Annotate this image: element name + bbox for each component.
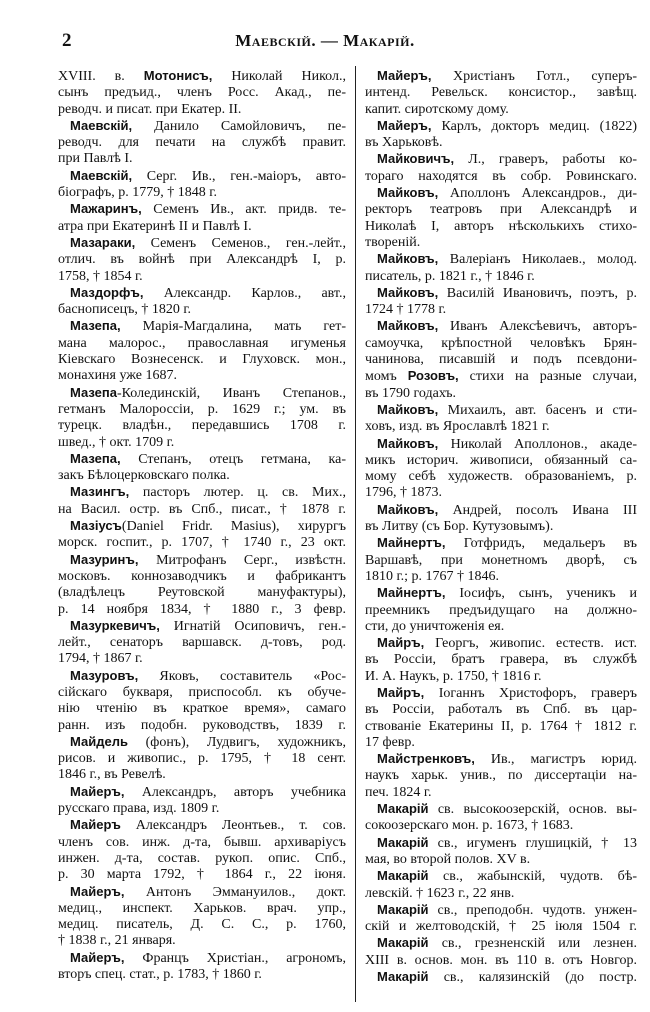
text-line — [58, 151, 346, 167]
line-text: 1724 † 1778 г. — [365, 302, 447, 318]
line-text: 1758, † 1854 г. — [58, 268, 143, 284]
text-line — [365, 336, 637, 352]
line-text: медиц. писатель, Д. С. С., р. 1760, — [58, 917, 346, 933]
text-line — [365, 285, 637, 302]
line-text: р. 30 марта 1792, † 1864 г., 22 іюня. — [58, 867, 346, 883]
headword: Мазіусъ — [70, 518, 122, 534]
line-text: Серг. Ив., ген.-маіоръ, авто- — [132, 168, 346, 184]
text-line — [58, 68, 346, 85]
line-text: пасторъ лютер. ц. св. Мих., — [129, 485, 346, 501]
text-line — [365, 436, 637, 453]
line-text: св., грезненскій или лезнен. — [428, 936, 637, 952]
headword: Макарій — [377, 834, 429, 850]
text-line — [58, 285, 346, 302]
headword: Майеръ, — [377, 117, 432, 133]
text-line — [365, 151, 637, 168]
text-line — [365, 251, 637, 268]
text-line — [58, 651, 346, 667]
line-text: стихи на разные случаи, — [458, 369, 637, 385]
headword: Маздорфъ, — [70, 284, 144, 300]
text-line — [58, 917, 346, 933]
text-line — [365, 368, 637, 385]
line-text: Андрей, посолъ Ивана III — [438, 502, 637, 518]
line-text: Семенъ Ив., акт. придв. те- — [141, 202, 346, 218]
headword: Макарій — [377, 935, 429, 951]
text-line — [58, 602, 346, 618]
line-text: мая, во второй полов. XV в. — [365, 851, 531, 867]
line-text: Степанъ, отецъ гетмана, ка- — [120, 451, 346, 467]
text-line — [58, 235, 346, 252]
text-line — [365, 685, 637, 702]
text-line — [365, 785, 637, 801]
line-text: атра при Екатеринѣ II и Павлѣ I. — [58, 218, 252, 234]
line-text: турецк. владѣн., передавшись 1708 г. — [58, 418, 346, 434]
text-line — [365, 535, 637, 552]
line-text: морск. госпит., р. 1707, † 1740 г., 23 окт. — [58, 535, 346, 551]
line-text: самоучка, крѣпостной человѣкъ Брян- — [365, 335, 637, 351]
line-text: въ Россіи, братъ гравера, въ службѣ — [365, 652, 637, 668]
text-line — [365, 352, 637, 368]
line-text: въ Литву (съ Бор. Кутузовымъ). — [365, 519, 554, 535]
line-text: микъ историч. живописи, обязанный са- — [365, 452, 637, 468]
text-line — [365, 569, 637, 585]
text-line — [365, 102, 637, 118]
headword: Мазуркевичъ, — [70, 617, 160, 633]
line-text: Митрофанъ Серг., извѣстн. — [138, 552, 346, 568]
line-text: ховъ, изд. въ Ярославлѣ 1821 г. — [365, 419, 550, 435]
headword: Майеръ, — [70, 783, 125, 799]
line-text: скій и желтоводскій, † 25 іюля 1504 г. — [365, 919, 637, 935]
headword: Мазараки, — [70, 234, 136, 250]
line-text: Францъ Христіан., агрономъ, — [124, 950, 346, 966]
line-text: 1796, † 1873. — [365, 485, 442, 501]
text-line — [58, 950, 346, 967]
headword: Макарій — [377, 801, 429, 817]
headword: Майковъ, — [377, 501, 439, 517]
line-text: Игнатій Осиповичъ, ген.- — [159, 618, 346, 634]
headword: Майеръ, — [70, 949, 125, 965]
text-line — [58, 967, 346, 983]
text-line — [58, 851, 346, 867]
headword: Майковъ, — [377, 318, 439, 334]
headword: Майковъ, — [377, 251, 439, 267]
text-line — [58, 269, 346, 285]
text-line — [365, 85, 637, 101]
line-text: св. высокоозерскій, основ. вы- — [428, 802, 637, 818]
line-text: Валеріанъ Николаев., молод. — [438, 252, 637, 268]
headword: Майстренковъ, — [377, 751, 475, 767]
text-line — [58, 435, 346, 451]
headword: Макарій — [377, 901, 429, 917]
text-line — [365, 619, 637, 635]
text-line — [58, 884, 346, 901]
headword: Майдель — [70, 733, 128, 749]
headword: Майръ, — [377, 684, 425, 700]
line-text: момъ — [365, 369, 408, 385]
headword: Мазингъ, — [70, 484, 130, 500]
text-line — [365, 603, 637, 619]
text-line — [365, 553, 637, 569]
line-text: р. 14 ноября 1834, † 1880 г., 3 февр. — [58, 601, 346, 617]
line-text: тораго находятся въ собр. Ровинскаго. — [365, 168, 637, 184]
headword: Розовъ, — [407, 368, 459, 384]
line-text: мана малорос., православная игуменья — [58, 335, 346, 351]
line-text: Семенъ Семенов., ген.-лейт., — [135, 235, 346, 251]
text-line — [365, 652, 637, 668]
line-text: Антонъ Эммануилов., докт. — [124, 884, 346, 900]
line-text: московъ. коннозаводчикъ и фабрикантъ — [58, 568, 346, 584]
text-line — [365, 801, 637, 818]
line-text: при Павлѣ I. — [58, 151, 133, 167]
column-divider — [355, 66, 356, 1002]
text-line — [58, 751, 346, 767]
line-text: Іоганнъ Христофоръ, граверъ — [424, 685, 637, 701]
text-line — [365, 68, 637, 85]
text-line — [365, 485, 637, 501]
line-text: И. А. Наукъ, р. 1750, † 1816 г. — [365, 668, 542, 684]
text-line — [365, 635, 637, 652]
line-text: (Daniel Fridr. Masius), хирургъ — [121, 519, 346, 535]
text-line — [58, 801, 346, 817]
headword: Майковъ, — [377, 435, 439, 451]
headword: Майеръ, — [70, 883, 125, 899]
text-line — [365, 852, 637, 868]
headword: Майковъ, — [377, 284, 439, 300]
text-line — [365, 953, 637, 969]
line-text: въ Харьковѣ. — [365, 135, 443, 151]
text-line — [58, 668, 346, 685]
text-line — [58, 318, 346, 335]
text-line — [58, 352, 346, 368]
line-text: инжен. д-та, состав. рукоп. опис. Спб., — [58, 850, 346, 866]
left-column — [58, 68, 346, 983]
headword: Майнертъ, — [377, 535, 446, 551]
text-line — [58, 118, 346, 135]
line-text: Николай Аполлонов., акаде- — [438, 436, 637, 452]
line-text: ранн. изъ подобн. руководствъ, 1839 г. — [58, 717, 346, 733]
headword: Майнертъ, — [377, 585, 446, 601]
text-line — [365, 818, 637, 834]
text-line — [365, 969, 637, 986]
text-line — [58, 867, 346, 883]
text-line — [365, 402, 637, 419]
line-text: русскаго права, изд. 1809 г. — [58, 801, 220, 817]
text-line — [365, 453, 637, 469]
line-text: Василій Ивановичъ, поэтъ, р. — [438, 285, 637, 301]
text-line — [365, 202, 637, 218]
right-column — [365, 68, 637, 986]
text-line — [58, 219, 346, 235]
headword: Макарій — [377, 868, 429, 884]
line-text: 1794, † 1867 г. — [58, 651, 143, 667]
headword: Мазуринъ, — [70, 551, 139, 567]
headword: Майръ, — [377, 635, 425, 651]
text-line — [58, 569, 346, 585]
text-line — [58, 784, 346, 801]
line-text: нію чтенію въ краткое время», самаго — [58, 701, 346, 717]
line-text: закъ Бѣлоцерковскаго полка. — [58, 468, 230, 484]
page-number: 2 — [62, 30, 72, 51]
line-text: біографъ, р. 1779, † 1848 г. — [58, 185, 217, 201]
text-line — [365, 919, 637, 935]
line-text: (владѣлецъ Реутовской мануфактуры), — [58, 585, 346, 601]
text-line — [58, 635, 346, 651]
line-text: 1846 г., въ Ревелѣ. — [58, 767, 166, 783]
text-line — [365, 835, 637, 852]
text-line — [58, 102, 346, 118]
line-text: вторъ спец. стат., р. 1783, † 1860 г. — [58, 967, 262, 983]
text-line — [58, 252, 346, 268]
text-line — [58, 552, 346, 569]
text-line — [58, 336, 346, 352]
text-line — [58, 734, 346, 751]
line-text: рисов. и живопис., р. 1795, † 18 сент. — [58, 751, 346, 767]
line-text: швед., † окт. 1709 г. — [58, 434, 175, 450]
text-line — [365, 735, 637, 751]
line-text: сійскаго букваря, приспособл. къ обуче- — [58, 684, 346, 700]
headword: Мазепа — [70, 384, 117, 400]
line-text: сти, до уничтоженія ея. — [365, 618, 505, 634]
line-text: баснописецъ, † 1820 г. — [58, 302, 192, 318]
line-text: Александръ, авторъ учебника — [124, 784, 346, 800]
text-line — [365, 135, 637, 151]
text-line — [365, 768, 637, 784]
line-text: лейт., сенаторъ варшавск. д-товъ, род. — [58, 635, 346, 651]
text-line — [58, 451, 346, 468]
line-text: Іосифъ, сынъ, ученикъ и — [445, 586, 637, 602]
headword: Майковъ, — [377, 401, 439, 417]
text-line — [365, 935, 637, 952]
line-text: печ. 1824 г. — [365, 784, 432, 800]
line-text: 17 февр. — [365, 734, 415, 750]
text-line — [58, 585, 346, 601]
text-line — [365, 702, 637, 718]
headword: Мажаринъ, — [70, 201, 142, 217]
headword: Майковичъ, — [377, 151, 455, 167]
line-text: Христіанъ Готл., суперъ- — [431, 69, 637, 84]
line-text: Ив., магистръ юрид. — [474, 752, 637, 768]
line-text: мому себѣ художеств. образованіемъ, р. — [365, 469, 637, 485]
line-text: XIII в. основ. мон. въ 110 в. отъ Новгор. — [365, 952, 637, 968]
line-text: Георгъ, живопис. естеств. ист. — [424, 636, 637, 652]
line-text: интенд. Ревельск. консистор., завѣщ. — [365, 85, 637, 101]
line-text: Яковъ, составитель «Рос- — [138, 668, 346, 684]
text-line — [365, 219, 637, 235]
text-line — [58, 418, 346, 434]
line-text: сынъ предъид., членъ Росс. Акад., пе- — [58, 85, 346, 101]
line-text: отлич. въ войнѣ при Александрѣ I, р. — [58, 252, 346, 268]
text-line — [365, 669, 637, 685]
line-text: въ 1790 годахъ. — [365, 385, 457, 401]
line-text: левскій. † 1623 г., 22 янв. — [365, 885, 515, 901]
text-line — [365, 235, 637, 251]
line-text: Аполлонъ Александров., ди- — [438, 186, 637, 202]
text-line — [365, 469, 637, 485]
line-text: гетманъ Малороссіи, р. 1629 г.; ум. въ — [58, 401, 346, 417]
text-line — [58, 201, 346, 218]
text-line — [58, 767, 346, 783]
line-text: наукъ харьк. унив., по диссертаціи на- — [365, 768, 637, 784]
line-text: Александръ Леонтьев., т. сов. — [120, 818, 346, 834]
text-line — [365, 118, 637, 135]
line-text: Готфридъ, медальеръ въ — [445, 536, 637, 552]
line-text: чанинова, писавшій и подъ псевдони- — [365, 352, 637, 368]
line-text: Кіевскаго Вознесенск. и Глуховск. мон., — [58, 352, 346, 368]
text-line — [365, 318, 637, 335]
text-line — [58, 901, 346, 917]
line-text: сокоозерскаго мон. р. 1673, † 1683. — [365, 818, 574, 834]
text-line — [365, 886, 637, 902]
text-line — [365, 719, 637, 735]
line-text: писатель, р. 1821 г., † 1846 г. — [365, 268, 535, 284]
headword: Маевскій, — [70, 167, 133, 183]
line-text: Александр. Карлов., авт., — [143, 285, 346, 301]
line-text: Марія-Магдалина, мать гет- — [120, 319, 346, 335]
text-line — [365, 302, 637, 318]
line-text: членъ сов. инж. д-та, бывш. архиваріусъ — [58, 834, 346, 850]
text-line — [58, 518, 346, 535]
text-line — [58, 468, 346, 484]
line-text: (фонъ), Лудвигъ, художникъ, — [127, 734, 346, 750]
line-text: XVIII. в. — [58, 69, 144, 84]
text-line — [58, 302, 346, 318]
headword: Мазепа, — [70, 318, 121, 334]
text-line — [58, 385, 346, 402]
text-line — [58, 402, 346, 418]
line-text: Николаѣ I, авторъ нѣсколькихъ стихо- — [365, 218, 637, 234]
line-text: ствованіе Екатерины II, р. 1764 † 1812 г. — [365, 718, 637, 734]
text-line — [58, 835, 346, 851]
line-text: Карлъ, докторъ медиц. (1822) — [431, 118, 637, 134]
line-text: преемникъ предъидущаго на должно- — [365, 602, 637, 618]
text-line — [365, 502, 637, 519]
line-text: монахиня уже 1687. — [58, 368, 178, 384]
headword: Маевскій, — [70, 117, 133, 133]
headword: Мазуровъ, — [70, 667, 139, 683]
headword: Майеръ — [70, 817, 121, 833]
line-text: капит. сиротскому дому. — [365, 101, 509, 117]
line-text: Л., граверъ, работы ко- — [454, 152, 637, 168]
line-text: св., жабынскій, чудотв. бѣ- — [428, 869, 637, 885]
headword: Майеръ, — [377, 68, 432, 83]
text-line — [365, 269, 637, 285]
line-text: св., калязинскій (до постр. — [428, 970, 637, 986]
text-line — [365, 185, 637, 202]
line-text: -Колединскій, Иванъ Степанов., — [116, 385, 346, 401]
text-line — [58, 618, 346, 635]
text-line — [58, 502, 346, 518]
text-line — [58, 817, 346, 834]
line-text: на Васил. остр. въ Спб., писат., † 1878 г. — [58, 501, 346, 517]
text-line — [58, 168, 346, 185]
text-line — [365, 419, 637, 435]
text-line — [365, 169, 637, 185]
text-line — [365, 751, 637, 768]
text-line — [58, 85, 346, 101]
text-line — [365, 519, 637, 535]
line-text: Варшавѣ, при монетномъ дворѣ, съ — [365, 552, 637, 568]
headword: Мазепа, — [70, 450, 121, 466]
running-head: Маевскій. — Макарій. — [235, 31, 415, 50]
line-text: реводч. для печати на службѣ правит. — [58, 135, 346, 151]
text-line — [58, 718, 346, 734]
line-text: Иванъ Алексѣевичъ, авторъ- — [438, 319, 637, 335]
text-line — [58, 701, 346, 717]
line-text: св., преподобн. чудотв. унжен- — [428, 902, 637, 918]
line-text: ректоръ театровъ при Александрѣ и — [365, 202, 637, 218]
text-line — [365, 902, 637, 919]
text-line — [58, 685, 346, 701]
text-line — [58, 484, 346, 501]
line-text: 1810 г.; р. 1767 † 1846. — [365, 568, 500, 584]
line-text: въ Россіи, работалъ въ Спб. въ цар- — [365, 702, 637, 718]
headword: Майковъ, — [377, 185, 439, 201]
line-text: Михаилъ, авт. басенъ и сти- — [438, 402, 637, 418]
text-line — [58, 368, 346, 384]
line-text: медиц., инспект. Харьков. врач. упр., — [58, 900, 346, 916]
line-text: твореній. — [365, 234, 421, 250]
text-line — [58, 135, 346, 151]
text-line — [58, 535, 346, 551]
headword: Макарій — [377, 969, 429, 985]
line-text: † 1838 г., 21 января. — [58, 933, 176, 949]
line-text: реводч. и писат. при Екатер. II. — [58, 101, 242, 117]
line-text: Данило Самойловичъ, пе- — [132, 118, 346, 134]
line-text: св., игуменъ глушицкій, † 13 — [428, 835, 637, 851]
headword: Мотонисъ, — [143, 68, 213, 83]
text-line — [365, 868, 637, 885]
text-line — [58, 933, 346, 949]
text-line — [58, 185, 346, 201]
text-line — [365, 386, 637, 402]
text-line — [365, 585, 637, 602]
line-text: Николай Никол., — [212, 69, 346, 84]
